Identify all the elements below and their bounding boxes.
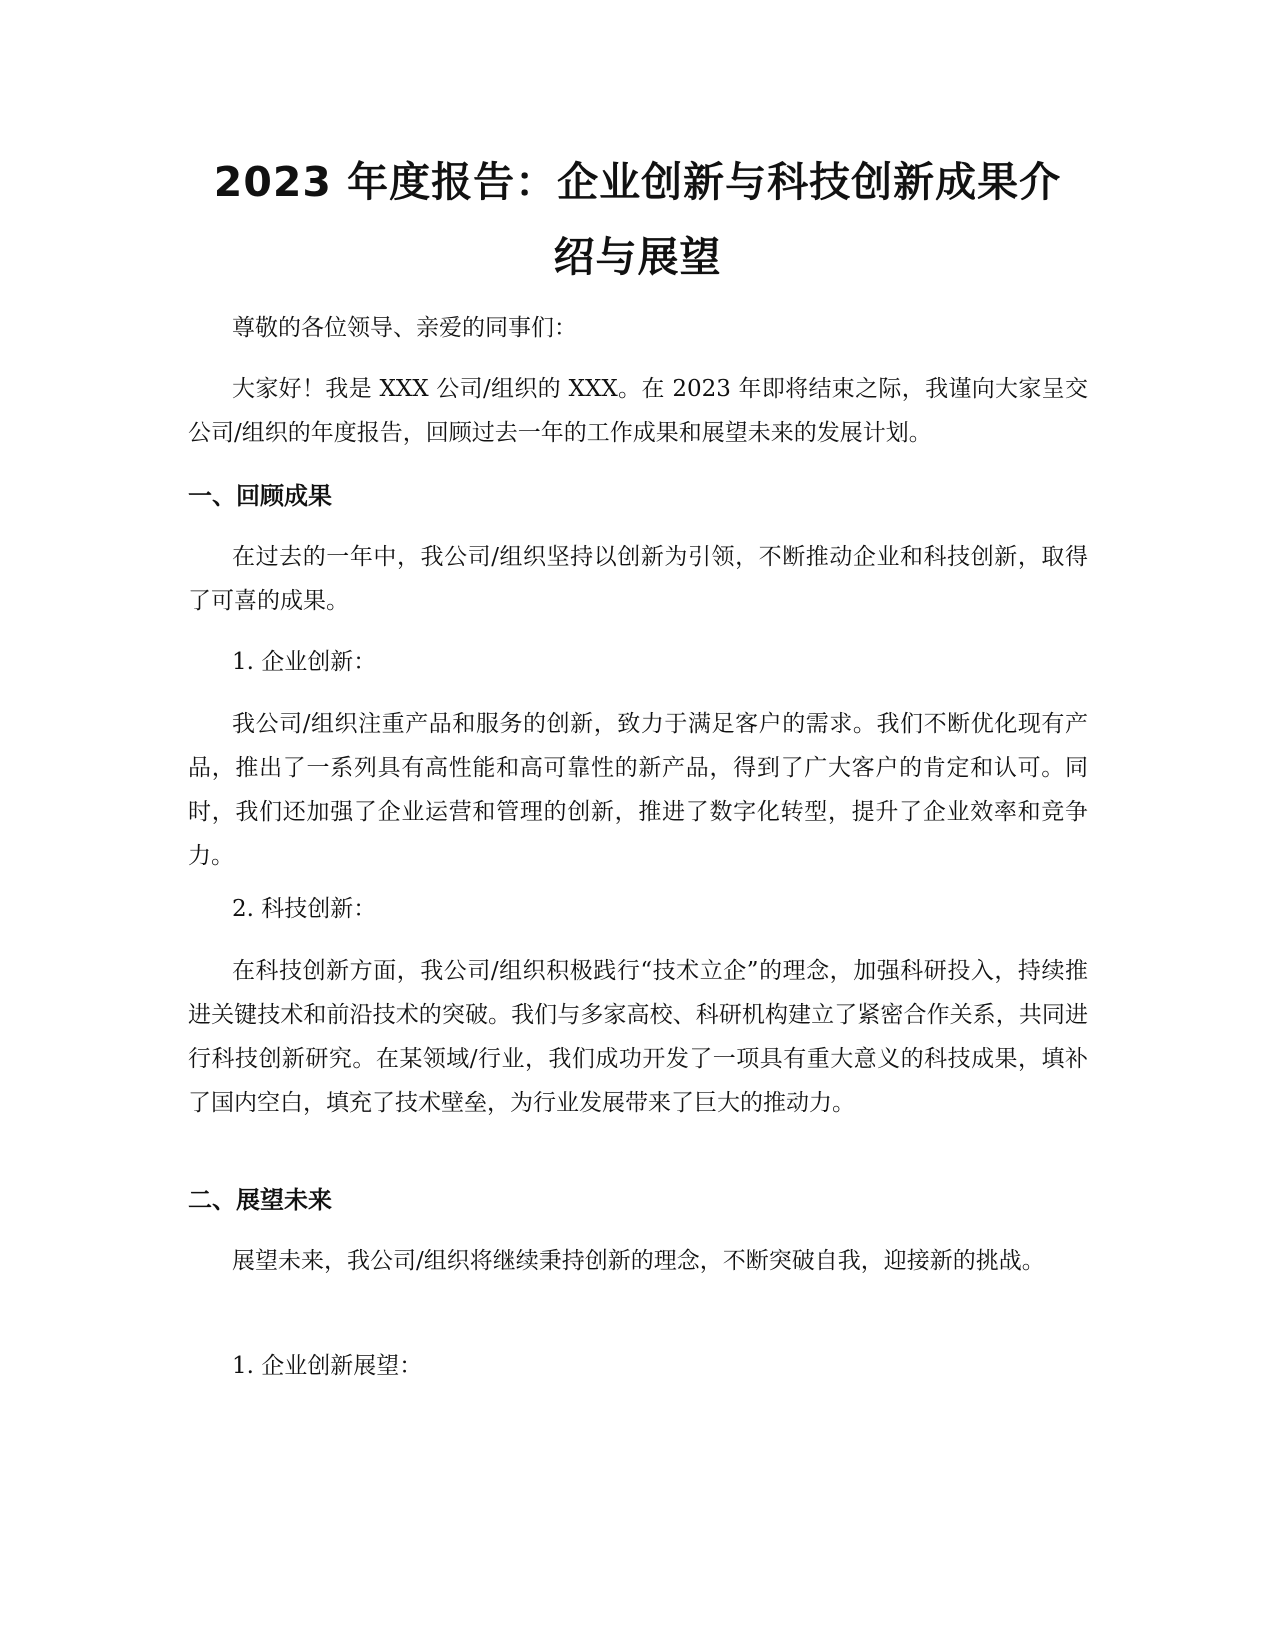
intro-paragraph: 大家好！我是 XXX 公司/组织的 XXX。在 2023 年即将结束之际，我谨向大家呈交公司/组织的年度报告，回顾过去一年的工作成果和展望未来的发展计划。 [188, 376, 1088, 446]
section-1-heading: 一、回顾成果 [188, 482, 332, 510]
section-1-item-2-paragraph: 在科技创新方面，我公司/组织积极践行“技术立企”的理念，加强科研投入，持续推进关键技术和前沿技术的突破。我们与多家高校、科研机构建立了紧密合作关系，共同进行科技创新研究。在某领域/行业，我们成功开发了一项具有重大意义的科技成果，填补了国内空白，填充了技术壁垒，为行业发展带来了巨大的推动力。 [188, 958, 1088, 1116]
section-2-intro-paragraph: 展望未来，我公司/组织将继续秉持创新的理念，不断突破自我，迎接新的挑战。 [232, 1248, 1045, 1274]
document-title-line-2: 绍与展望 [553, 233, 722, 281]
section-1-item-1-label: 1. 企业创新： [232, 649, 377, 675]
section-1-item-1-paragraph: 我公司/组织注重产品和服务的创新，致力于满足客户的需求。我们不断优化现有产品，推出了一系列具有高性能和高可靠性的新产品，得到了广大客户的肯定和认可。同时，我们还加强了企业运营和管理的创新，推进了数字化转型，提升了企业效率和竞争力。 [188, 711, 1088, 869]
document-title-line-1: 2023 年度报告：企业创新与科技创新成果介 [213, 158, 1062, 206]
section-1-item-2-label: 2. 科技创新： [232, 896, 377, 922]
section-2-item-1-label: 1. 企业创新展望： [232, 1353, 423, 1379]
section-1-intro-paragraph: 在过去的一年中，我公司/组织坚持以创新为引领，不断推动企业和科技创新，取得了可喜的成果。 [188, 544, 1088, 614]
section-2-heading: 二、展望未来 [188, 1186, 332, 1214]
greeting-paragraph: 尊敬的各位领导、亲爱的同事们： [232, 315, 577, 341]
